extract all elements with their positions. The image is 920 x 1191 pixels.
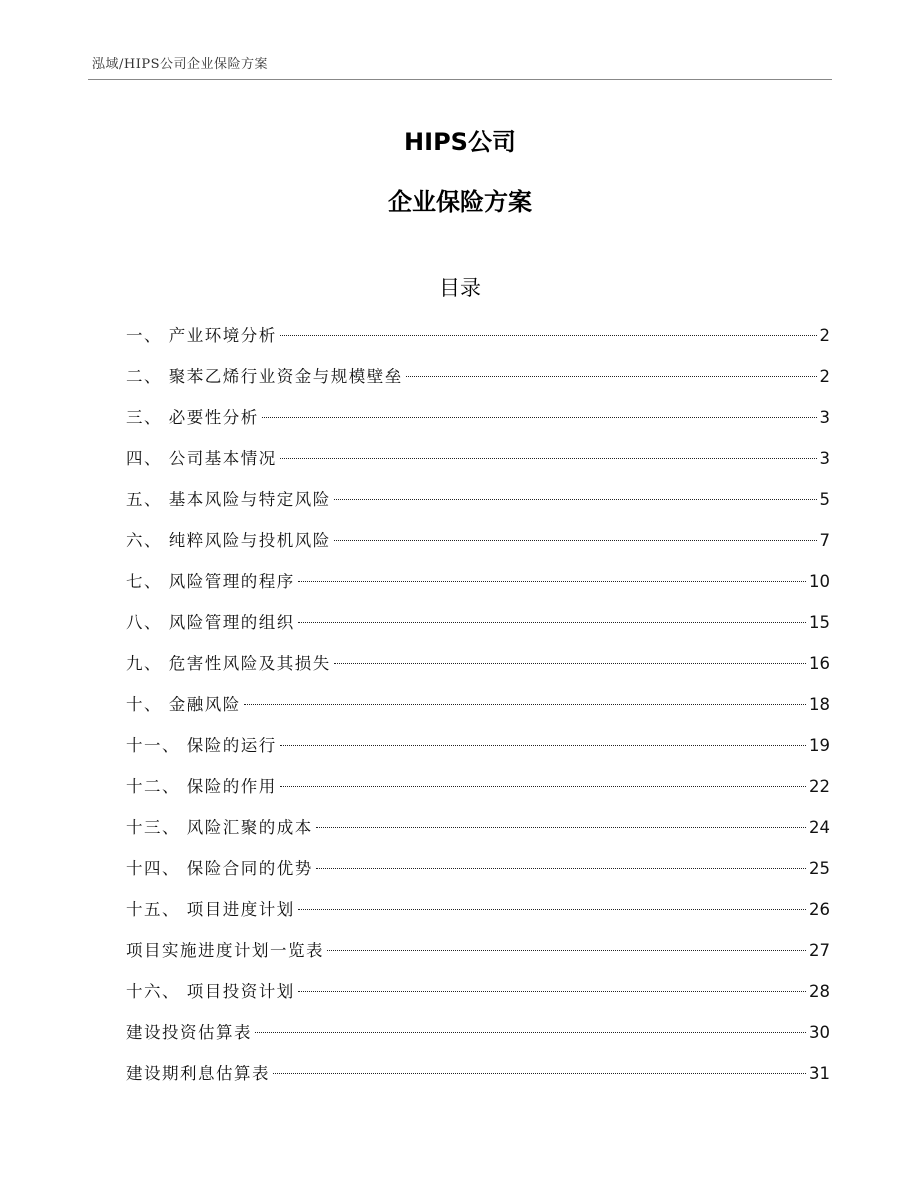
- toc-entry-label: 二、 聚苯乙烯行业资金与规模壁垒: [126, 367, 403, 386]
- toc-entry[interactable]: [126, 403, 830, 444]
- toc-page-number: 27: [809, 941, 830, 960]
- toc-page-number: 3: [819, 408, 830, 427]
- toc-page-number: 28: [809, 982, 830, 1001]
- toc-dot-leader: [298, 991, 806, 992]
- toc-entry[interactable]: [126, 444, 830, 485]
- toc-page-number: 22: [809, 777, 830, 796]
- toc-entry[interactable]: [126, 1018, 830, 1059]
- toc-dot-leader: [280, 745, 806, 746]
- toc-page-number: 15: [809, 613, 830, 632]
- toc-dot-leader: [280, 458, 817, 459]
- toc-page-number: 18: [809, 695, 830, 714]
- toc-entry[interactable]: [126, 567, 830, 608]
- toc-page-number: 3: [819, 449, 830, 468]
- toc-entry[interactable]: [126, 690, 830, 731]
- toc-entry-label: 八、 风险管理的组织: [126, 613, 295, 632]
- toc-entry-label: 项目实施进度计划一览表: [126, 941, 324, 960]
- toc-page-number: 24: [809, 818, 830, 837]
- toc-entry[interactable]: [126, 977, 830, 1018]
- header-divider: [88, 79, 832, 80]
- toc-entry[interactable]: [126, 772, 830, 813]
- toc-dot-leader: [334, 499, 817, 500]
- toc-dot-leader: [280, 335, 817, 336]
- toc-page-number: 16: [809, 654, 830, 673]
- toc-dot-leader: [298, 622, 806, 623]
- toc-entry-label: 十六、 项目投资计划: [126, 982, 295, 1001]
- toc-entry-label: 十四、 保险合同的优势: [126, 859, 313, 878]
- toc-entry[interactable]: [126, 608, 830, 649]
- toc-entry[interactable]: [126, 813, 830, 854]
- toc-heading: 目录: [439, 276, 481, 300]
- toc-entry[interactable]: [126, 321, 830, 362]
- toc-entry[interactable]: [126, 854, 830, 895]
- toc-entry-label: 十一、 保险的运行: [126, 736, 277, 755]
- toc-entry[interactable]: [126, 526, 830, 567]
- toc-dot-leader: [298, 581, 806, 582]
- toc-entry[interactable]: [126, 731, 830, 772]
- document-title: 企业保险方案: [388, 188, 532, 216]
- toc-page-number: 26: [809, 900, 830, 919]
- toc-entry-label: 建设期利息估算表: [126, 1064, 270, 1083]
- toc-entry-label: 六、 纯粹风险与投机风险: [126, 531, 331, 550]
- toc-entry-label: 四、 公司基本情况: [126, 449, 277, 468]
- toc-dot-leader: [316, 868, 806, 869]
- toc-dot-leader: [298, 909, 806, 910]
- toc-dot-leader: [327, 950, 806, 951]
- toc-entry-label: 十二、 保险的作用: [126, 777, 277, 796]
- toc-dot-leader: [406, 376, 817, 377]
- toc-dot-leader: [262, 417, 817, 418]
- toc-dot-leader: [280, 786, 806, 787]
- toc-entry[interactable]: [126, 362, 830, 403]
- toc-entry[interactable]: [126, 649, 830, 690]
- toc-page-number: 25: [809, 859, 830, 878]
- toc-entry-label: 三、 必要性分析: [126, 408, 259, 427]
- toc-entry-label: 十、 金融风险: [126, 695, 241, 714]
- toc-page-number: 31: [809, 1064, 830, 1083]
- toc-entry-label: 五、 基本风险与特定风险: [126, 490, 331, 509]
- toc-entry-label: 一、 产业环境分析: [126, 326, 277, 345]
- toc-entry[interactable]: [126, 936, 830, 977]
- toc-entry-label: 十三、 风险汇聚的成本: [126, 818, 313, 837]
- toc-page-number: 10: [809, 572, 830, 591]
- toc-dot-leader: [273, 1073, 806, 1074]
- toc-page-number: 30: [809, 1023, 830, 1042]
- toc-dot-leader: [255, 1032, 806, 1033]
- toc-dot-leader: [334, 540, 817, 541]
- toc-entry[interactable]: [126, 1059, 830, 1100]
- table-of-contents: [126, 321, 830, 1100]
- toc-page-number: 19: [809, 736, 830, 755]
- toc-page-number: 2: [819, 326, 830, 345]
- toc-entry-label: 七、 风险管理的程序: [126, 572, 295, 591]
- toc-dot-leader: [316, 827, 806, 828]
- toc-page-number: 7: [819, 531, 830, 550]
- toc-entry-label: 十五、 项目进度计划: [126, 900, 295, 919]
- toc-page-number: 5: [819, 490, 830, 509]
- running-header: 泓域/HIPS公司企业保险方案: [92, 57, 269, 72]
- toc-dot-leader: [244, 704, 806, 705]
- toc-entry-label: 九、 危害性风险及其损失: [126, 654, 331, 673]
- toc-entry[interactable]: [126, 895, 830, 936]
- toc-dot-leader: [334, 663, 806, 664]
- toc-entry-label: 建设投资估算表: [126, 1023, 252, 1042]
- company-title: HIPS公司: [404, 128, 516, 156]
- toc-entry[interactable]: [126, 485, 830, 526]
- toc-page-number: 2: [819, 367, 830, 386]
